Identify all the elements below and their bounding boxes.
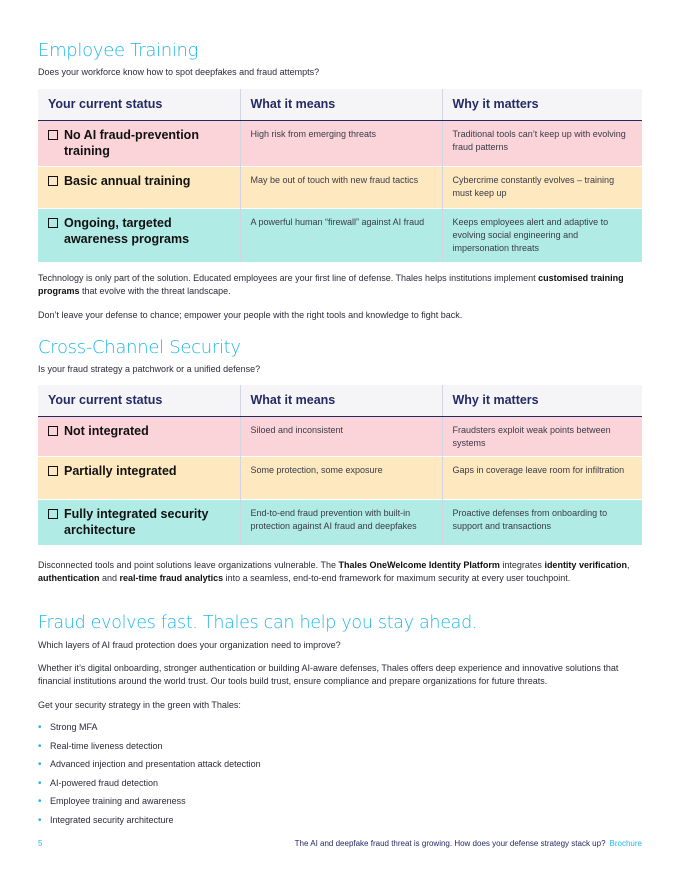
- table-header-row: [38, 89, 642, 120]
- header-status: Your current status: [38, 385, 240, 416]
- means-cell: May be out of touch with new fraud tactics: [240, 166, 442, 208]
- page-number: 5: [38, 839, 43, 848]
- matters-cell: Keeps employees alert and adaptive to evolving social engineering and impersonation threats: [442, 208, 642, 262]
- table-row: [38, 208, 642, 262]
- header-means: What it means: [240, 385, 442, 416]
- checkbox[interactable]: [48, 426, 58, 436]
- list-item: • AI-powered fraud detection: [38, 777, 159, 789]
- bullet-icon: •: [38, 759, 42, 770]
- section-subtitle: Does your workforce know how to spot deepfakes and fraud attempts?: [38, 67, 320, 77]
- training-paragraph-2: Don’t leave your defense to chance; empower your people with the right tools and knowledge to fight back.: [38, 310, 463, 320]
- solutions-list: [38, 722, 261, 833]
- means-cell: A powerful human “firewall” against AI fraud: [240, 208, 442, 262]
- header-status: Your current status: [38, 89, 240, 120]
- matters-cell: Traditional tools can’t keep up with evolving fraud patterns: [442, 120, 642, 166]
- table-row: [38, 416, 642, 456]
- matters-cell: Cybercrime constantly evolves – training must keep up: [442, 166, 642, 208]
- list-item: • Advanced injection and presentation attack detection: [38, 759, 261, 770]
- status-label: Partially integrated: [64, 463, 177, 478]
- bullet-icon: •: [38, 777, 42, 789]
- thales-paragraph: Whether it’s digital onboarding, stronger authentication or building AI-aware defenses, Thales offers deep experience and innovative solutions that financial institutions around the world trust. Our tools build trust, ensure compliance and prepare organizations for future threats.: [38, 663, 619, 686]
- header-means: What it means: [240, 89, 442, 120]
- table-row: [38, 499, 642, 545]
- section-subtitle: Is your fraud strategy a patchwork or a unified defense?: [38, 364, 261, 374]
- means-cell: Some protection, some exposure: [240, 456, 442, 499]
- checkbox[interactable]: [48, 176, 58, 186]
- checkbox[interactable]: [48, 130, 58, 140]
- status-label: Ongoing, targeted awareness programs: [64, 215, 190, 246]
- table-row: [38, 166, 642, 208]
- header-matters: Why it matters: [442, 385, 642, 416]
- header-matters: Why it matters: [442, 89, 642, 120]
- list-item: • Integrated security architecture: [38, 814, 174, 826]
- table-header-row: [38, 385, 642, 416]
- bullet-icon: •: [38, 814, 42, 826]
- table-row: [38, 456, 642, 499]
- status-label: No AI fraud-prevention training: [64, 127, 199, 158]
- bullet-icon: •: [38, 722, 42, 733]
- section-subtitle: Which layers of AI fraud protection does your organization need to improve?: [38, 640, 341, 650]
- employee-training-table: [38, 89, 642, 262]
- footer-tagline: The AI and deepfake fraud threat is growing. How does your defense strategy stack up?: [294, 839, 606, 848]
- bullet-icon: •: [38, 740, 42, 752]
- matters-cell: Fraudsters exploit weak points between systems: [442, 416, 642, 456]
- checkbox[interactable]: [48, 218, 58, 228]
- checkbox[interactable]: [48, 509, 58, 519]
- footer-doc-type[interactable]: Brochure: [609, 839, 642, 848]
- status-label: Fully integrated security architecture: [64, 506, 209, 537]
- cross-channel-table: [38, 385, 642, 545]
- list-item: • Strong MFA: [38, 722, 98, 733]
- section-title-employee-training: Employee Training: [38, 40, 199, 61]
- training-paragraph: Technology is only part of the solution. Educated employees are your first line of defense. Thales helps institutions implement customised training programs that evolve with the threat landscape.: [38, 273, 624, 296]
- matters-cell: Gaps in coverage leave room for infiltration: [442, 456, 642, 499]
- means-cell: Siloed and inconsistent: [240, 416, 442, 456]
- list-item: • Employee training and awareness: [38, 796, 186, 807]
- means-cell: High risk from emerging threats: [240, 120, 442, 166]
- list-item: • Real-time liveness detection: [38, 740, 163, 752]
- cross-channel-paragraph: Disconnected tools and point solutions leave organizations vulnerable. The Thales OneWelcome Identity Platform integrates identity verification, authentication and real-time fraud analytics into a seamless, end-to-end framework for maximum security at every user touchpoint.: [38, 560, 630, 583]
- thales-paragraph-2: Get your security strategy in the green with Thales:: [38, 700, 241, 710]
- table-row: [38, 120, 642, 166]
- status-label: Not integrated: [64, 423, 149, 438]
- section-title-fraud-evolves: Fraud evolves fast. Thales can help you stay ahead.: [38, 613, 478, 633]
- bullet-icon: •: [38, 796, 42, 807]
- status-label: Basic annual training: [64, 173, 191, 188]
- footer-tagline-wrap: [295, 839, 642, 848]
- checkbox[interactable]: [48, 466, 58, 476]
- matters-cell: Proactive defenses from onboarding to support and transactions: [442, 499, 642, 545]
- means-cell: End-to-end fraud prevention with built-in protection against AI fraud and deepfakes: [240, 499, 442, 545]
- section-title-cross-channel: Cross-Channel Security: [38, 337, 241, 358]
